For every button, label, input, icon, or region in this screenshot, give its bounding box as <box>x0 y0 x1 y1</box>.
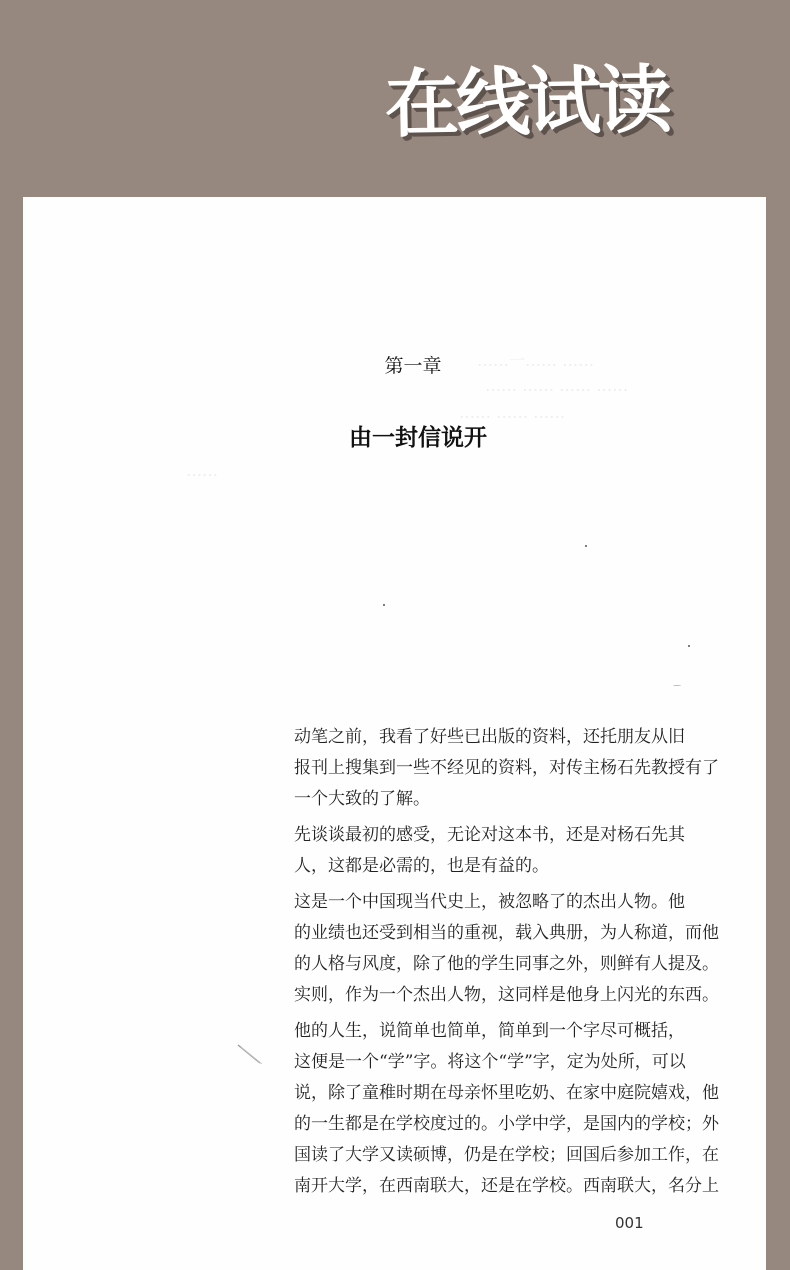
chapter-title: 由一封信说开 <box>349 425 487 451</box>
paper-speck <box>688 645 690 647</box>
paragraph-line: 这是一个中国现当代史上，被忽略了的杰出人物。他 <box>294 892 685 912</box>
paragraph-line: 动笔之前，我看了好些已出版的资料，还托朋友从旧 <box>294 727 685 747</box>
bleed-through-text: …… …… …… <box>459 403 566 422</box>
paragraph-line: 国读了大学又读硕博，仍是在学校；回国后参加工作，在 <box>294 1145 719 1165</box>
paragraph-4 <box>260 1016 719 1202</box>
page-number: 001 <box>615 1214 644 1232</box>
paper-speck <box>673 685 681 686</box>
paragraph-3 <box>260 887 719 1011</box>
paragraph-1 <box>260 722 719 815</box>
paragraph-line: 实则，作为一个杰出人物，这同样是他身上闪光的东西。 <box>294 985 719 1005</box>
paragraph-line: 报刊上搜集到一些不经见的资料，对传主杨石先教授有了 <box>294 758 719 778</box>
paragraph-line: 的人格与风度，除了他的学生同事之外，则鲜有人提及。 <box>294 954 719 974</box>
bleed-through-text: …… …… …… …… <box>485 376 629 395</box>
banner-title: 在线试读 <box>384 57 670 149</box>
paper-speck <box>585 545 587 547</box>
paragraph-line: 说，除了童稚时期在母亲怀里吃奶、在家中庭院嬉戏，他 <box>294 1083 719 1103</box>
paragraph-line: 先谈谈最初的感受，无论对这本书，还是对杨石先其 <box>294 825 685 845</box>
chapter-label: 第一章 <box>384 355 442 377</box>
bleed-through-text: ……一…… …… <box>477 351 595 370</box>
paragraph-line: 的业绩也还受到相当的重视，载入典册，为人称道，而他 <box>294 923 719 943</box>
paragraph-line: 人，这都是必需的，也是有益的。 <box>294 856 549 876</box>
bleed-through-text: …… <box>186 461 218 480</box>
paragraph-line: 的一生都是在学校度过的。小学中学，是国内的学校；外 <box>294 1114 719 1134</box>
book-page <box>23 197 766 1270</box>
paragraph-line: 他的人生，说简单也简单，简单到一个字尽可概括， <box>294 1021 685 1041</box>
paragraph-2 <box>260 820 695 882</box>
chapter-body <box>260 722 719 1207</box>
paragraph-line: 南开大学，在西南联大，还是在学校。西南联大，名分上 <box>294 1176 719 1196</box>
paragraph-line: 这便是一个“学”字。将这个“学”字，定为处所，可以 <box>294 1052 686 1072</box>
paper-speck <box>383 604 385 606</box>
paragraph-line: 一个大致的了解。 <box>294 789 430 809</box>
